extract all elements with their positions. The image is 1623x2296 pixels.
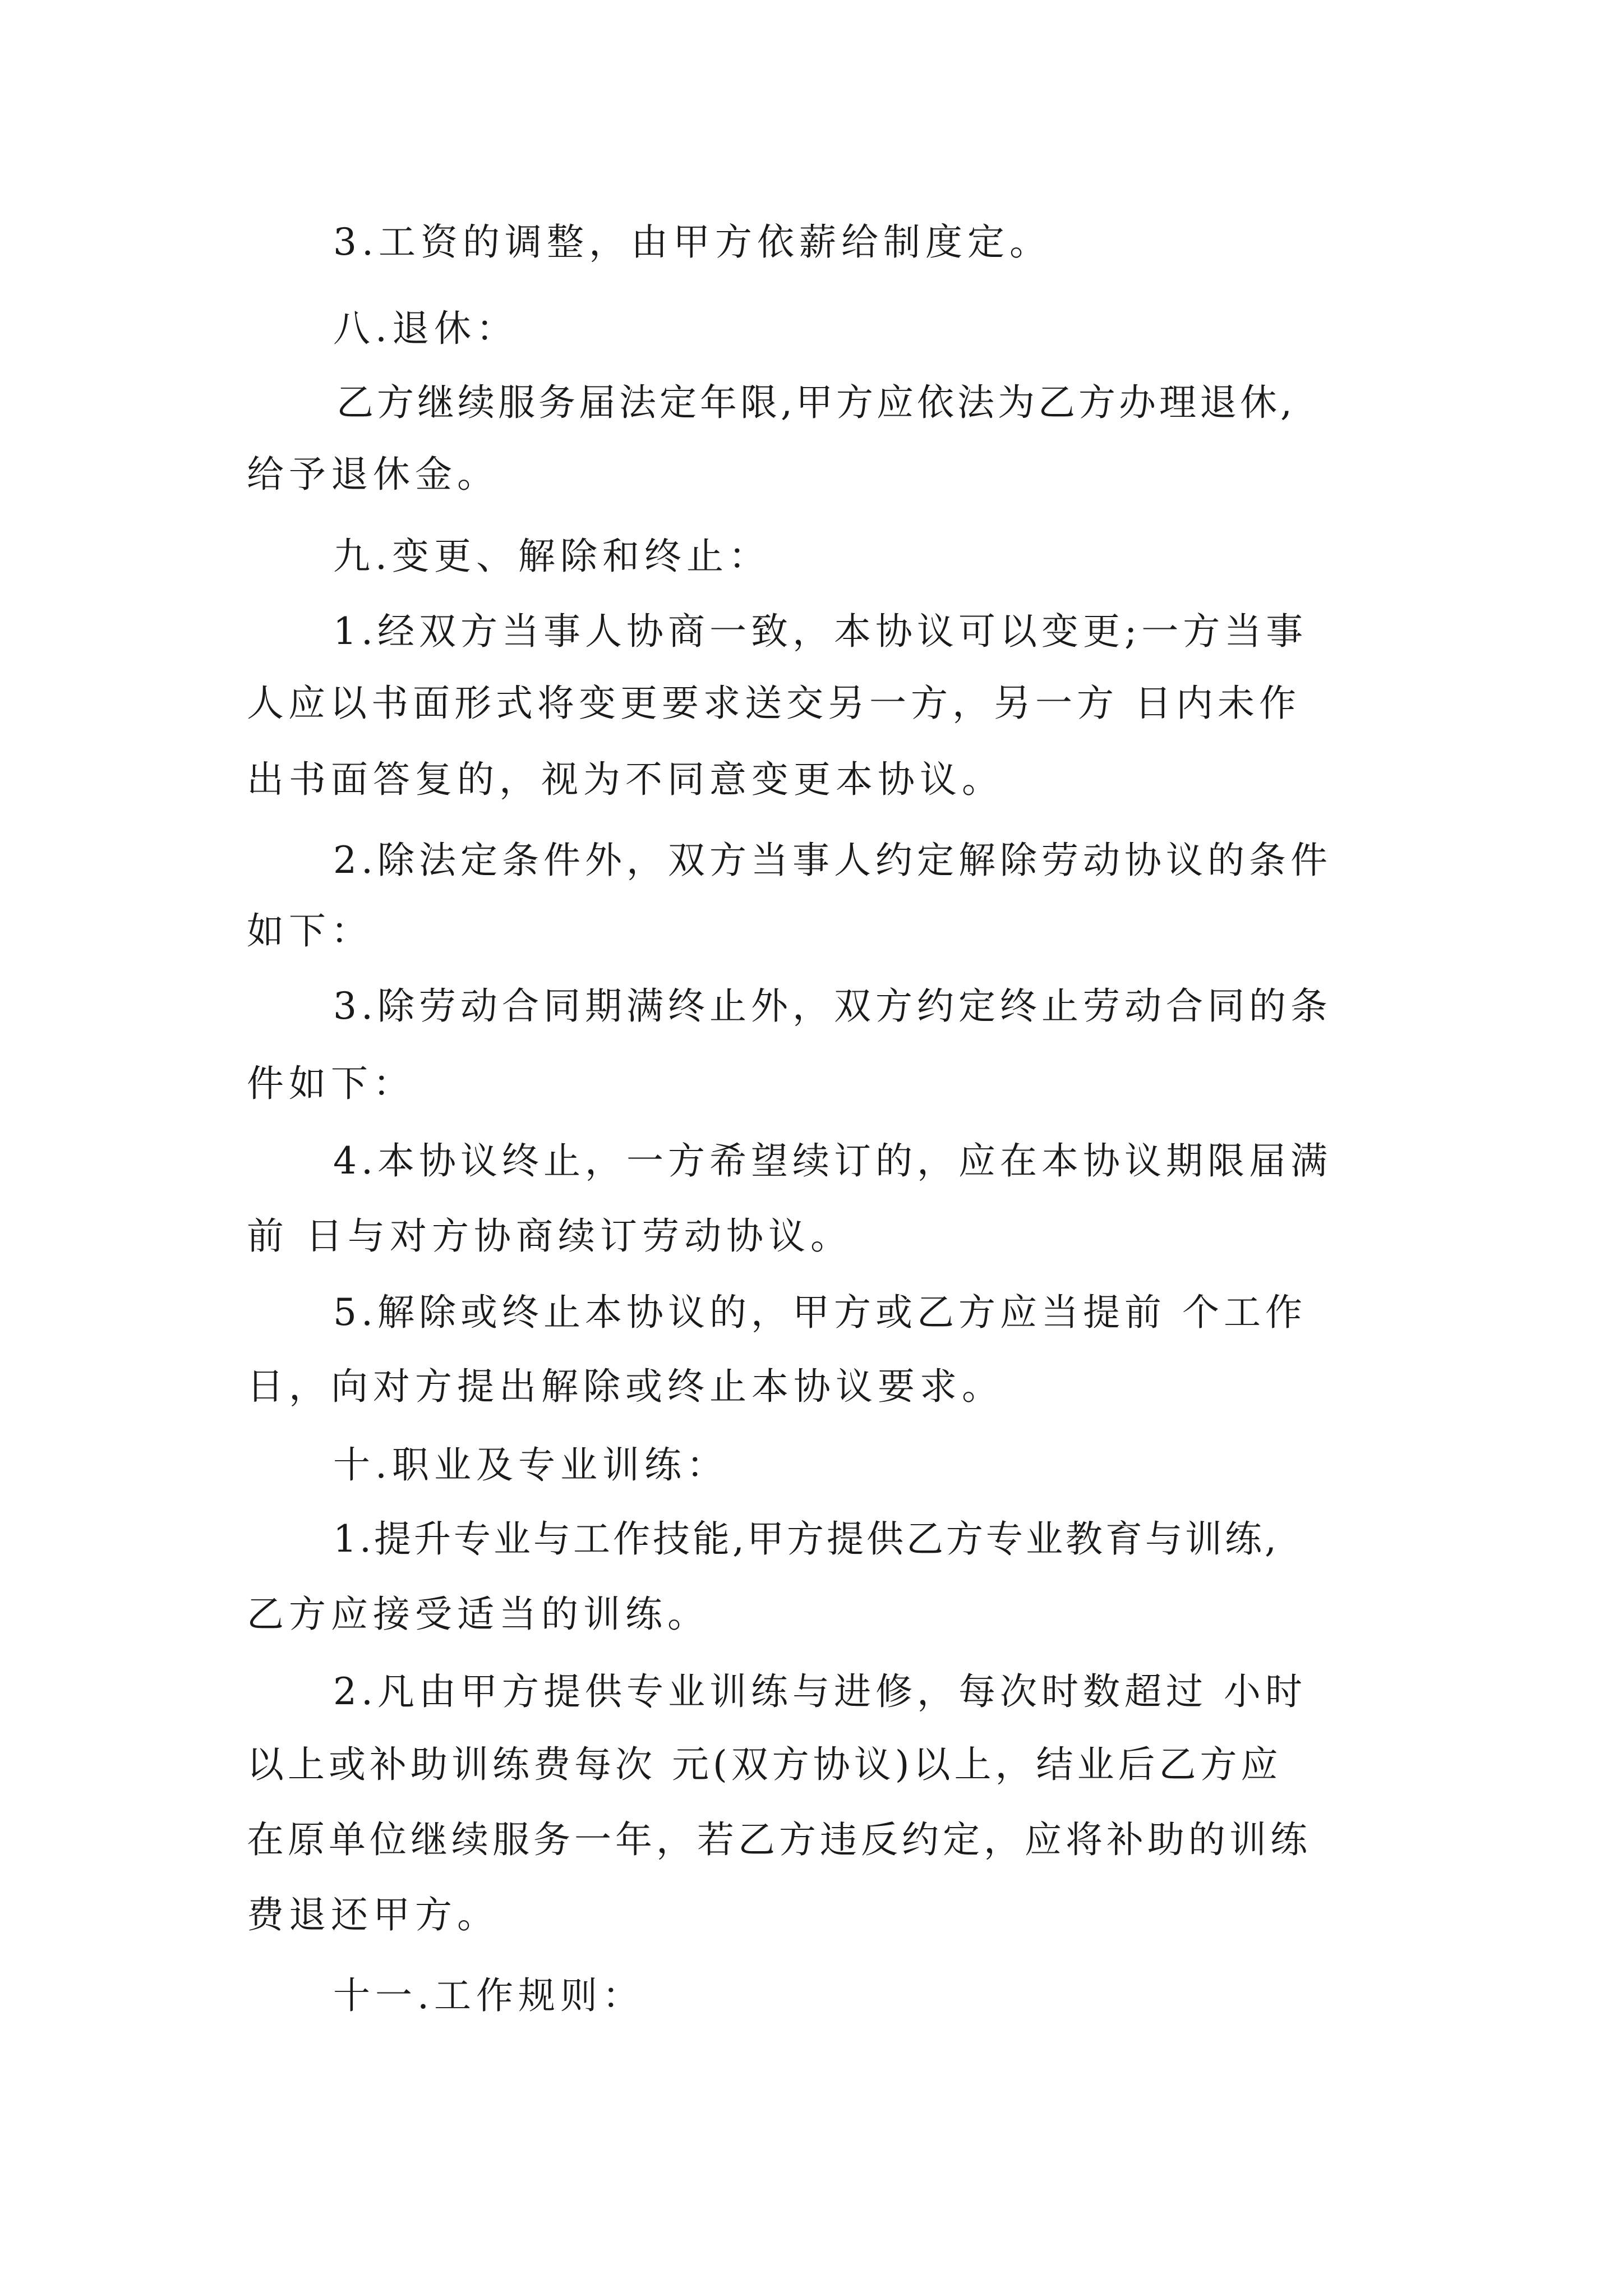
paragraph-line: 3.除劳动合同期满终止外，双方约定终止劳动合同的条 [333,984,1332,1028]
paragraph-line: 出书面答复的，视为不同意变更本协议。 [247,758,1004,801]
paragraph-line: 4.本协议终止，一方希望续订的，应在本协议期限届满 [333,1139,1332,1182]
paragraph-line: 在原单位继续服务一年，若乙方违反约定，应将补助的训练 [247,1818,1311,1861]
section-heading: 十.职业及专业训练： [333,1443,728,1487]
section-heading: 八.退休： [333,307,518,350]
paragraph-line: 2.凡由甲方提供专业训练与进修，每次时数超过 小时 [333,1670,1307,1713]
paragraph-line: 以上或补助训练费每次 元(双方协议)以上，结业后乙方应 [247,1743,1282,1786]
paragraph-line: 前 日与对方协商续订劳动协议。 [247,1214,852,1258]
paragraph-line: 2.除法定条件外，双方当事人约定解除劳动协议的条件 [333,839,1332,882]
paragraph-line: 费退还甲方。 [247,1893,499,1936]
section-heading: 九.变更、解除和终止： [333,535,771,578]
paragraph-line: 乙方继续服务届法定年限,甲方应依法为乙方办理退休, [336,381,1295,424]
paragraph-line: 人应以书面形式将变更要求送交另一方，另一方 日内未作 [247,682,1301,725]
paragraph-line: 如下： [247,909,373,953]
section-heading: 十一.工作规则： [333,1974,644,2017]
paragraph-line: 日，向对方提出解除或终止本协议要求。 [247,1365,1004,1408]
paragraph-line: 3.工资的调整，由甲方依薪给制度定。 [333,220,1052,264]
paragraph-line: 件如下： [247,1062,415,1105]
paragraph-line: 5.解除或终止本协议的，甲方或乙方应当提前 个工作 [333,1291,1307,1334]
paragraph-line: 1.经双方当事人协商一致，本协议可以变更;一方当事 [333,610,1308,653]
paragraph-line: 给予退休金。 [247,453,499,496]
paragraph-line: 1.提升专业与工作技能,甲方提供乙方专业教育与训练, [333,1517,1279,1561]
paragraph-line: 乙方应接受适当的训练。 [247,1593,709,1636]
